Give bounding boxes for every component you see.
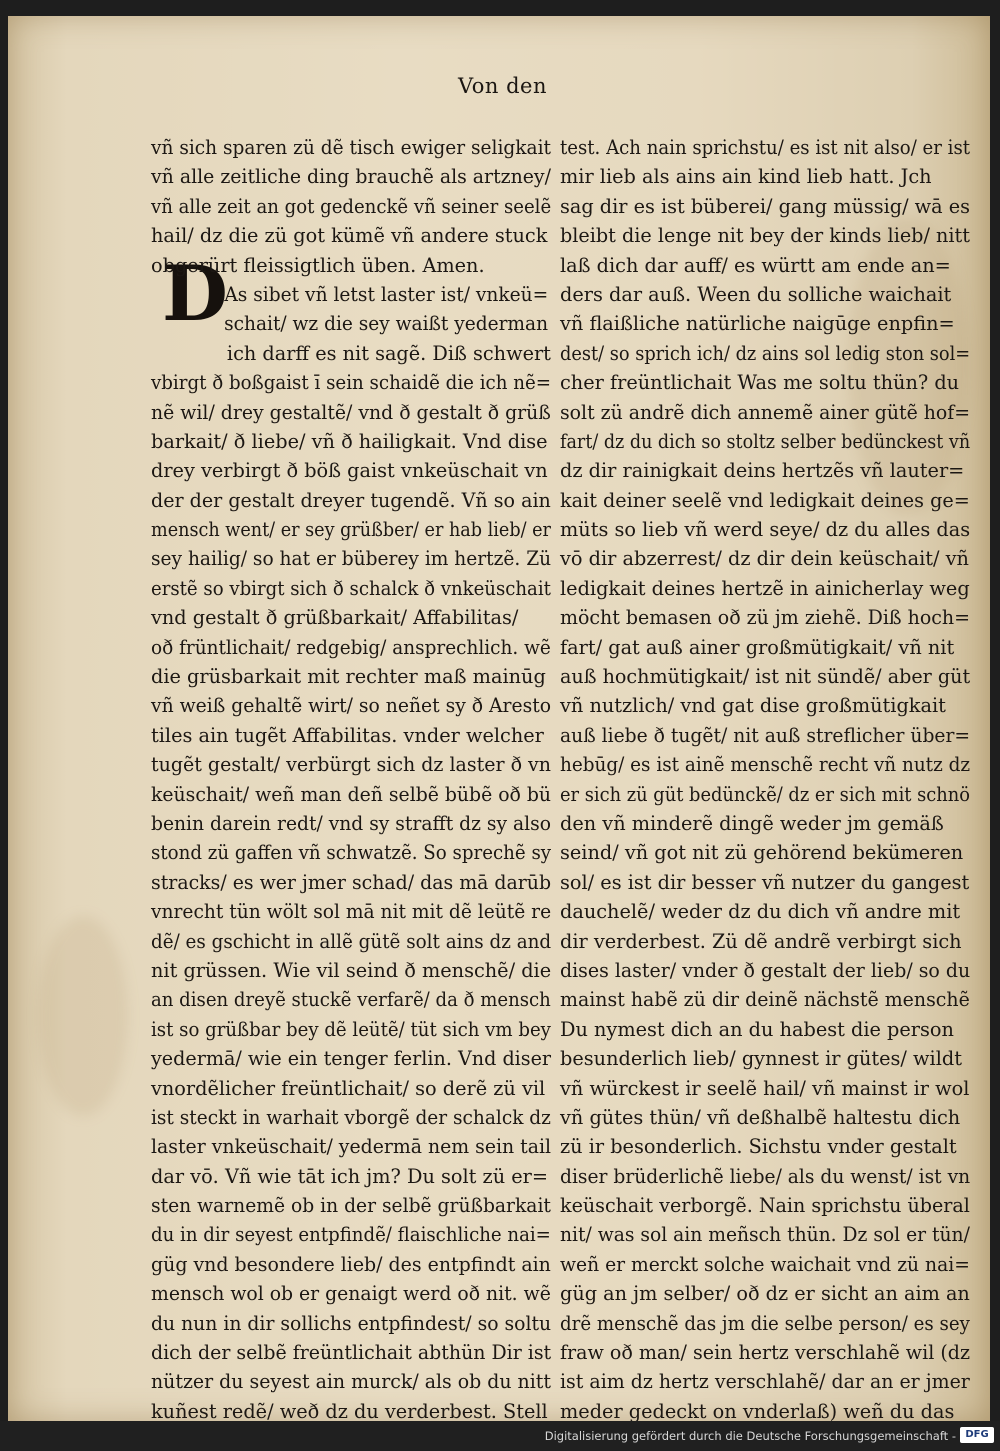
paper-stain: [38, 916, 128, 1116]
text-line: weñ er merckt solche waichait vnd zü nai=: [560, 1252, 970, 1276]
text-line: sey hailig/ so hat er büberey im hertzẽ. Zü: [151, 547, 552, 571]
text-line: ledigkait deines hertzẽ in ainicherlay weg: [560, 576, 970, 600]
text-line: kait deiner seelẽ vnd ledigkait deines ge=: [560, 488, 970, 512]
text-line: der der gestalt dreyer tugendẽ. Vñ so ain: [151, 488, 551, 512]
text-line: vnordẽlicher freüntlichait/ so derẽ zü vil: [151, 1076, 546, 1100]
running-head: Von den: [458, 74, 547, 98]
text-line: mainst habẽ zü dir deinẽ nächstẽ menschẽ: [560, 988, 970, 1012]
text-line: nit grüssen. Wie vil seind ð menschẽ/ die: [151, 958, 552, 982]
text-line: mensch went/ er sey grüßber/ er hab lieb/ er: [151, 518, 551, 542]
text-line: obgerürt fleissigtlich üben. Amen.: [151, 253, 485, 277]
text-line: müts so lieb vñ werd seye/ dz du alles das: [560, 518, 971, 542]
text-line: drey verbirgt ð böß gaist vnkeüschait vn: [151, 459, 548, 483]
text-line: dich der selbẽ freüntlichait abthün Dir ist: [151, 1341, 552, 1365]
text-line: zü ir besonderlich. Sichstu vnder gestalt: [560, 1135, 957, 1159]
text-line: hebūg/ es ist ainẽ menschẽ recht vñ nutz dz: [560, 753, 971, 777]
text-line: mir lieb als ains ain kind lieb hatt. Jch: [560, 165, 932, 189]
text-line: du in dir seyest entpfindẽ/ flaischliche nai=: [151, 1223, 551, 1247]
text-line: hail/ dz die zü got kümẽ vñ andere stuck: [151, 224, 548, 248]
text-line: barkait/ ð liebe/ vñ ð hailigkait. Vnd dise: [151, 429, 548, 453]
text-line: vnd gestalt ð grüßbarkait/ Affabilitas/: [151, 606, 519, 630]
book-page: [8, 16, 990, 1421]
text-line: güg an jm selber/ oð dz er sicht an aim an: [560, 1282, 970, 1306]
text-line: bleibt die lenge nit bey der kinds lieb/ nitt: [560, 224, 970, 248]
text-line: er sich zü güt bedünckẽ/ dz er sich mit schnö: [560, 782, 970, 806]
text-line: vñ alle zeit an got gedenckẽ vñ seiner seelẽ: [151, 194, 552, 218]
text-line: sten warnemẽ ob in der selbẽ grüßbarkait: [151, 1194, 551, 1218]
text-line: nit/ was sol ain meñsch thün. Dz sol er tün/: [560, 1223, 970, 1247]
text-line: fraw oð man/ sein hertz verschlahẽ wil (dz: [560, 1341, 971, 1365]
text-line: an disen dreyẽ stuckẽ verfarẽ/ da ð mensch: [151, 988, 551, 1012]
text-line: du nun in dir sollichs entpfindest/ so soltu: [151, 1311, 552, 1335]
footer-bar: [0, 1421, 1000, 1451]
text-line: ist so grüßbar bey dẽ leütẽ/ tüt sich vm bey: [151, 1017, 551, 1041]
text-line: tiles ain tugẽt Affabilitas. vnder welcher: [151, 723, 544, 747]
text-line: yedermā/ wie ein tenger ferlin. Vnd diser: [151, 1047, 552, 1071]
text-line: sag dir es ist büberei/ gang müssig/ wā es: [560, 194, 970, 218]
text-line: dz dir rainigkait deins hertzẽs vñ lauter=: [560, 459, 965, 483]
text-line: stracks/ es wer jmer schad/ das mā darūb: [151, 870, 552, 894]
text-line: dir verderbest. Zü dẽ andrẽ verbirgt sich: [560, 929, 962, 953]
text-line: vñ alle zeitliche ding brauchẽ als artzney/: [151, 165, 551, 189]
text-line: erstẽ so vbirgt sich ð schalck ð vnkeüschait: [151, 576, 551, 600]
text-line: dises laster/ vnder ð gestalt der lieb/ so du: [560, 958, 971, 982]
text-line: vbirgt ð boßgaist ī sein schaidẽ die ich nẽ=: [151, 371, 551, 395]
text-line: möcht bemasen oð zü jm ziehẽ. Diß hoch=: [560, 606, 971, 630]
text-line: nẽ wil/ drey gestaltẽ/ vnd ð gestalt ð grüß: [151, 400, 551, 424]
text-line: besunderlich lieb/ gynnest ir gütes/ wildt: [560, 1047, 962, 1071]
text-line: laster vnkeüschait/ yedermā nem sein tail: [151, 1135, 552, 1159]
dfg-logo: DFG: [960, 1427, 994, 1443]
text-line: die grüsbarkait mit rechter maß mainūg: [151, 665, 546, 689]
text-line: Du nymest dich an du habest die person: [560, 1017, 954, 1041]
text-line: den vñ minderẽ dingẽ weder jm gemäß: [560, 811, 944, 835]
text-line: cher freüntlichait Was me soltu thün? du: [560, 371, 960, 395]
text-line: kuñest redẽ/ weð dz du verderbest. Stell: [151, 1399, 548, 1421]
left-text-column: [151, 133, 551, 1421]
text-line: mensch wol ob er genaigt werd oð nit. wẽ: [151, 1282, 551, 1306]
text-line: meder gedeckt on vnderlaß) weñ du das: [560, 1399, 955, 1421]
right-text-column: [560, 133, 970, 1421]
text-line: auß liebe ð tugẽt/ nit auß streflicher über=: [560, 723, 971, 747]
text-line: test. Ach nain sprichstu/ es ist nit also/ er ist: [560, 136, 971, 159]
text-line: dar vō. Vñ wie tāt ich jm? Du solt zü er=: [151, 1164, 549, 1188]
drop-cap: D: [162, 249, 228, 338]
text-line: güg vnd besondere lieb/ des entpfindt ain: [151, 1252, 551, 1276]
text-line: laß dich dar auff/ es württ am ende an=: [560, 253, 951, 277]
text-line: ist steckt in warhait vborgẽ der schalck dz: [151, 1105, 551, 1129]
text-line: fart/ gat auß ainer großmütigkait/ vñ nit: [560, 635, 955, 659]
text-line: keüschait/ weñ man deñ selbẽ bübẽ oð bü: [151, 782, 552, 806]
text-line: auß hochmütigkait/ ist nit sündẽ/ aber güt: [560, 665, 971, 689]
text-line: vō dir abzerrest/ dz dir dein keüschait/ vñ: [560, 547, 969, 571]
text-line: vñ flaißliche natürliche naigūge enpfin=: [560, 312, 955, 336]
funding-credit: Digitalisierung gefördert durch die Deutsche Forschungsgemeinschaft -: [544, 1429, 956, 1443]
text-line: keüschait verborgẽ. Nain sprichstu überal: [560, 1194, 970, 1218]
text-line: ich darff es nit sagẽ. Diß schwert: [226, 341, 551, 365]
text-line: stond zü gaffen vñ schwatzẽ. So sprechẽ sy: [151, 841, 552, 865]
text-line: vñ sich sparen zü dẽ tisch ewiger seligkait: [151, 136, 551, 159]
text-line: oð früntlichait/ redgebig/ ansprechlich. wẽ: [151, 635, 551, 659]
text-line: dauchelẽ/ weder dz du dich vñ andre mit: [560, 900, 961, 924]
text-line: fart/ dz du dich so stoltz selber bedünckest vñ: [560, 429, 971, 453]
text-line: nützer du seyest ain murck/ als ob du nitt: [151, 1370, 552, 1394]
text-line: dest/ so sprich ich/ dz ains sol ledig ston sol=: [560, 341, 971, 365]
text-line: schait/ wz die sey waißt yederman: [224, 312, 549, 336]
text-line: vñ gütes thün/ vñ deßhalbẽ haltestu dich: [560, 1105, 961, 1129]
text-line: As sibet vñ letst laster ist/ vnkeü=: [224, 282, 549, 306]
text-line: diser brüderlichẽ liebe/ als du wenst/ ist vn: [560, 1164, 971, 1188]
text-line: seind/ vñ got nit zü gehörend bekümeren: [560, 841, 964, 865]
text-line: benin darein redt/ vnd sy strafft dz sy also: [151, 811, 551, 835]
text-line: vñ weiß gehaltẽ wirt/ so neñet sy ð Aresto: [151, 694, 552, 718]
text-line: sol/ es ist dir besser vñ nutzer du gangest: [560, 870, 970, 894]
text-line: ders dar auß. Ween du solliche waichait: [560, 282, 952, 306]
text-line: vñ nutzlich/ vnd gat dise großmütigkait: [560, 694, 946, 718]
text-line: vnrecht tün wölt sol mā nit mit dẽ leütẽ re: [151, 900, 552, 924]
text-line: tugẽt gestalt/ verbürgt sich dz laster ð vn: [151, 753, 552, 777]
text-line: solt zü andrẽ dich annemẽ ainer gütẽ hof=: [560, 400, 971, 424]
text-line: dẽ/ es gschicht in allẽ gütẽ solt ains dz and: [151, 929, 552, 953]
text-line: ist aim dz hertz verschlahẽ/ dar an er jmer: [560, 1370, 970, 1394]
text-line: vñ würckest ir seelẽ hail/ vñ mainst ir wol: [560, 1076, 970, 1100]
text-line: drẽ menschẽ das jm die selbe person/ es sey: [560, 1311, 970, 1335]
